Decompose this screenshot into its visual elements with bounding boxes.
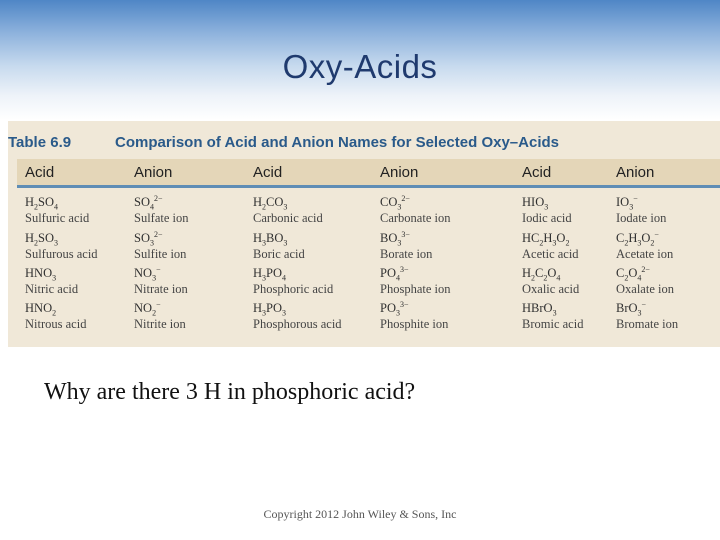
table-cell-name: Bromate ion <box>616 317 679 331</box>
table-cell-name: Carbonate ion <box>380 211 451 225</box>
table-cell-formula: $H_3BO_3$ <box>253 231 288 248</box>
column-header-anion: Anion <box>616 164 655 181</box>
table-cell-name: Nitric acid <box>25 282 79 296</box>
table-cell-name: Nitrite ion <box>134 317 186 331</box>
table-cell-name: Acetate ion <box>616 247 674 261</box>
table-cell-formula: $C_2O_4^{2-}$ <box>616 264 650 283</box>
table-cell-formula: $NO_2^-$ <box>134 299 161 318</box>
table-cell-name: Sulfite ion <box>134 247 187 261</box>
table-cell-formula: $HC_2H_3O_2$ <box>522 231 570 248</box>
table-cell-name: Phosphorous acid <box>253 317 342 331</box>
table-cell-formula: $HIO_3$ <box>522 195 549 212</box>
table-cell-formula: $IO_3^-$ <box>616 193 638 212</box>
table-figure <box>8 121 720 347</box>
table-cell-formula: $NO_3^-$ <box>134 264 161 283</box>
slide-title: Oxy-Acids <box>282 48 438 85</box>
table-cell-formula: $PO_3^{3-}$ <box>380 299 409 318</box>
table-cell-formula: BrO$_3$− <box>616 299 647 318</box>
table-cell-name: Nitrate ion <box>134 282 188 296</box>
table-cell-formula: $H_3PO_3$ <box>253 301 287 318</box>
column-header-anion: Anion <box>134 164 173 181</box>
table-cell-name: Acetic acid <box>522 247 579 261</box>
table-cell-name: Nitrous acid <box>25 317 87 331</box>
table-cell-formula: $C_2H_3O_2^-$ <box>616 229 659 248</box>
column-header-anion: Anion <box>380 164 419 181</box>
table-cell-name: Phosphate ion <box>380 282 451 296</box>
column-header-acid: Acid <box>522 164 552 181</box>
table-label: Table 6.9 <box>8 134 72 151</box>
column-header-acid: Acid <box>25 164 55 181</box>
table-cell-formula: $SO_4^{2-}$ <box>134 193 163 212</box>
table-cell-name: Carbonic acid <box>253 211 323 225</box>
table-cell-name: Borate ion <box>380 247 433 261</box>
table-cell-formula: $H_3PO_4$ <box>253 266 287 283</box>
question-text: Why are there 3 H in phosphoric acid? <box>44 379 416 405</box>
table-cell-formula: $SO_3^{2-}$ <box>134 229 163 248</box>
table-cell-formula: HBrO$_3$ <box>522 301 557 318</box>
table-cell-name: Sulfate ion <box>134 211 189 225</box>
table-cell-formula: $H_2SO_4$ <box>25 195 59 212</box>
table-cell-name: Boric acid <box>253 247 305 261</box>
table-cell-formula: $HNO_3$ <box>25 266 57 283</box>
table-cell-name: Iodate ion <box>616 211 667 225</box>
table-header-row <box>17 159 720 188</box>
table-cell-name: Oxalate ion <box>616 282 674 296</box>
copyright-text: Copyright 2012 John Wiley & Sons, Inc <box>263 507 457 521</box>
table-cell-name: Iodic acid <box>522 211 572 225</box>
table-cell-name: Phosphoric acid <box>253 282 334 296</box>
table-cell-formula: $BO_3^{3-}$ <box>380 229 410 248</box>
column-header-acid: Acid <box>253 164 283 181</box>
table-cell-formula: $H_2C_2O_4$ <box>522 266 561 283</box>
table-cell-formula: $PO_4^{3-}$ <box>380 264 409 283</box>
table-cell-name: Sulfuric acid <box>25 211 90 225</box>
table-title: Comparison of Acid and Anion Names for Selected Oxy–Acids <box>115 134 559 151</box>
table-cell-formula: $CO_3^{2-}$ <box>380 193 410 212</box>
table-cell-formula: $HNO_2$ <box>25 301 57 318</box>
table-cell-formula: $H_2CO_3$ <box>253 195 288 212</box>
table-cell-name: Phosphite ion <box>380 317 449 331</box>
table-cell-name: Oxalic acid <box>522 282 580 296</box>
table-cell-name: Bromic acid <box>522 317 584 331</box>
table-cell-formula: $H_2SO_3$ <box>25 231 59 248</box>
table-cell-name: Sulfurous acid <box>25 247 98 261</box>
